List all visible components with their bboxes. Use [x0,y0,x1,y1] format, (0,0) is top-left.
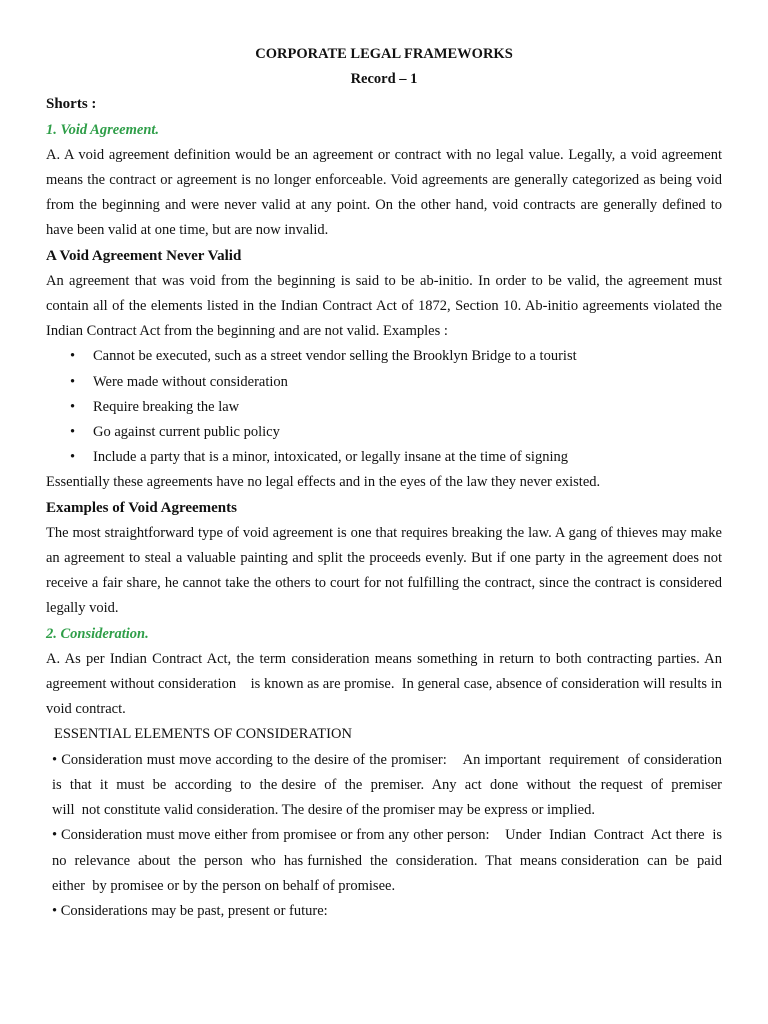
list-item: • Include a party that is a minor, intoxicated, or legally insane at the time of signing [46,445,722,470]
list-item: • Require breaking the law [46,395,722,420]
bullet-icon: • [70,373,76,390]
document-title: CORPORATE LEGAL FRAMEWORKS [255,46,513,62]
record-number: Record – 1 [350,71,418,88]
examples-list [46,344,722,470]
element-point-3: • Considerations may be past, present or future: [52,902,328,919]
subheading-never-valid: A Void Agreement Never Valid [46,247,242,264]
subheading-examples: Examples of Void Agreements [46,499,237,516]
section-heading-void-agreement: 1. Void Agreement. [46,121,160,138]
list-item: • Were made without consideration [46,370,722,395]
list-item: • Go against current public policy [46,420,722,445]
examples-paragraph: The most straightforward type of void agreement is one that requires breaking the law. A gang of thieves may make an agreement to steal a valuable painting and split the proceeds evenly. But if one party in the agreement does not receive a fair share, he cannot take the others to court for not fulfilling the contract, since the contract is considered legally void. [46,524,722,617]
consideration-paragraph: A. As per Indian Contract Act, the term consideration means something in return to both contracting parties. An agreement without consideration is known as are promise. In general case, absence of consideration will results in void contract. [46,650,726,718]
void-agreement-paragraph: A. A void agreement definition would be an agreement or contract with no legal value. Legally, a void agreement means the contract or agreement is no longer enforceable. Void agreements are generally categorized as being void from the beginning and were never valid at any point. On the other hand, void contracts are generally defined to have been valid at one time, but are now invalid. [46,146,722,239]
list-item: • Cannot be executed, such as a street vendor selling the Brooklyn Bridge to a tourist [46,344,722,369]
essential-elements-heading: ESSENTIAL ELEMENTS OF CONSIDERATION [54,726,352,743]
no-legal-effect-text: Essentially these agreements have no legal effects and in the eyes of the law they never existed. [46,474,601,491]
bullet-icon: • [70,398,76,415]
section-heading-consideration: 2. Consideration. [46,625,149,642]
bullet-icon: • [70,449,76,466]
document-page [46,42,730,924]
shorts-label: Shorts : [46,96,97,113]
bullet-icon: • [70,348,76,365]
bullet-icon: • [70,424,76,441]
element-point-2: • Consideration must move either from promisee or from any other person: Under Indian Contract Act there is no relevance about the person who has furnished the consideration. That means consideration can be paid either by promisee or by the person on behalf of promisee. [52,827,730,894]
element-point-1: • Consideration must move according to the desire of the promiser: An important requirement of consideration is that it must be according to the desire of the premiser. Any act done without the request of premiser will not constitute valid consideration. The desire of the promiser may be express or implied. [52,751,730,819]
never-valid-paragraph: An agreement that was void from the beginning is said to be ab-initio. In order to be valid, the agreement must contain all of the elements listed in the Indian Contract Act of 1872, Section 10. Ab-initio agreements violated the Indian Contract Act from the beginning and are not valid. Examples : [46,272,722,340]
